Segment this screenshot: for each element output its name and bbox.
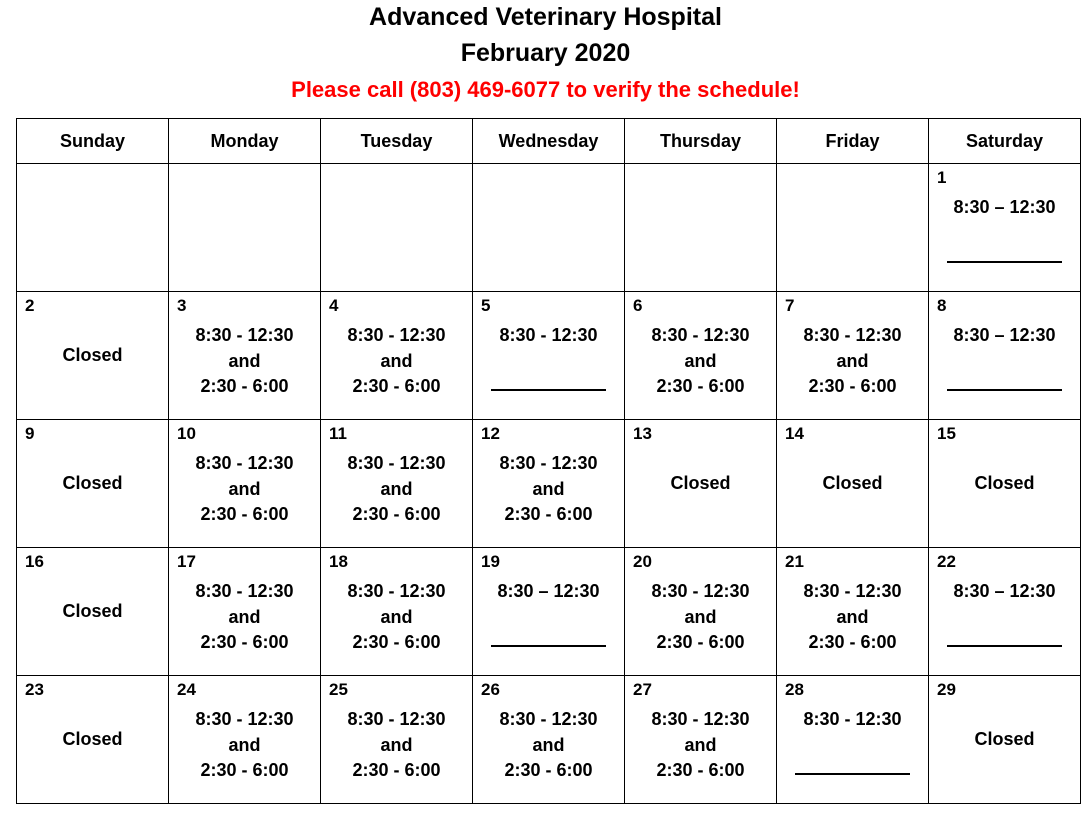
closed-label: Closed xyxy=(62,473,123,493)
blank-underline xyxy=(491,645,606,647)
day-number: 20 xyxy=(633,552,652,571)
day-number: 2 xyxy=(25,296,35,315)
day-cell-6 xyxy=(625,292,777,420)
hours-line: 2:30 - 6:00 xyxy=(352,760,441,780)
hours-line: 8:30 - 12:30 xyxy=(499,709,598,729)
hours-line: 8:30 - 12:30 xyxy=(651,581,750,601)
day-cell-12 xyxy=(473,420,625,548)
day-number: 3 xyxy=(177,296,187,315)
day-cell-29 xyxy=(929,676,1081,804)
hours-block xyxy=(929,323,1080,349)
hours-block xyxy=(169,323,320,400)
day-cell-14 xyxy=(777,420,929,548)
day-cell-27 xyxy=(625,676,777,804)
weekday-header-row xyxy=(17,119,1081,164)
day-number: 27 xyxy=(633,680,652,699)
day-cell-10 xyxy=(169,420,321,548)
day-number: 16 xyxy=(25,552,44,571)
day-cell-2 xyxy=(17,292,169,420)
hours-block xyxy=(625,579,776,656)
day-number: 10 xyxy=(177,424,196,443)
hours-line: 2:30 - 6:00 xyxy=(656,760,745,780)
day-cell-28 xyxy=(777,676,929,804)
day-cell-3 xyxy=(169,292,321,420)
empty-day-cell xyxy=(777,164,929,292)
hours-line: 8:30 - 12:30 xyxy=(347,581,446,601)
closed-label: Closed xyxy=(974,729,1035,749)
hours-connector: and xyxy=(684,606,717,627)
hours-line: 2:30 - 6:00 xyxy=(352,504,441,524)
hours-connector: and xyxy=(532,734,565,755)
hours-line: 8:30 - 12:30 xyxy=(803,325,902,345)
hours-block xyxy=(321,451,472,528)
day-cell-4 xyxy=(321,292,473,420)
hours-line: 8:30 - 12:30 xyxy=(195,325,294,345)
hours-connector: and xyxy=(380,606,413,627)
weekday-header-wednesday: Wednesday xyxy=(473,119,625,164)
day-number: 11 xyxy=(329,424,347,443)
day-cell-15 xyxy=(929,420,1081,548)
hours-block xyxy=(929,195,1080,221)
closed-label: Closed xyxy=(62,345,123,365)
hours-connector: and xyxy=(532,478,565,499)
day-cell-23 xyxy=(17,676,169,804)
hours-line: 2:30 - 6:00 xyxy=(200,760,289,780)
hours-block xyxy=(169,579,320,656)
day-number: 19 xyxy=(481,552,500,571)
hours-block xyxy=(777,707,928,733)
hours-connector: and xyxy=(380,478,413,499)
hours-block xyxy=(625,323,776,400)
hours-line: 8:30 - 12:30 xyxy=(347,453,446,473)
day-cell-18 xyxy=(321,548,473,676)
day-number: 23 xyxy=(25,680,44,699)
hours-line: 8:30 - 12:30 xyxy=(803,581,902,601)
weekday-header-tuesday: Tuesday xyxy=(321,119,473,164)
calendar-week-row xyxy=(17,420,1081,548)
hours-line: 8:30 – 12:30 xyxy=(497,581,600,601)
hours-block xyxy=(169,707,320,784)
hours-line: 8:30 – 12:30 xyxy=(953,197,1056,217)
day-number: 17 xyxy=(177,552,196,571)
blank-underline xyxy=(491,389,606,391)
hours-line: 8:30 - 12:30 xyxy=(347,325,446,345)
hours-connector: and xyxy=(228,478,261,499)
day-number: 29 xyxy=(937,680,956,699)
hours-line: 8:30 - 12:30 xyxy=(195,709,294,729)
day-number: 25 xyxy=(329,680,348,699)
day-number: 8 xyxy=(937,296,947,315)
day-cell-26 xyxy=(473,676,625,804)
hours-line: 8:30 - 12:30 xyxy=(803,709,902,729)
day-number: 14 xyxy=(785,424,804,443)
hours-line: 8:30 – 12:30 xyxy=(953,325,1056,345)
calendar-week-row xyxy=(17,164,1081,292)
day-cell-22 xyxy=(929,548,1081,676)
day-number: 13 xyxy=(633,424,652,443)
weekday-header-sunday: Sunday xyxy=(17,119,169,164)
day-number: 15 xyxy=(937,424,956,443)
day-cell-24 xyxy=(169,676,321,804)
hours-block xyxy=(473,451,624,528)
hours-block xyxy=(321,323,472,400)
day-number: 5 xyxy=(481,296,491,315)
hours-line: 8:30 - 12:30 xyxy=(195,581,294,601)
day-cell-25 xyxy=(321,676,473,804)
calendar-week-row xyxy=(17,548,1081,676)
hours-line: 2:30 - 6:00 xyxy=(200,632,289,652)
hours-connector: and xyxy=(228,350,261,371)
hours-connector: and xyxy=(228,734,261,755)
hospital-title: Advanced Veterinary Hospital xyxy=(369,3,722,31)
hours-block xyxy=(929,579,1080,605)
closed-label: Closed xyxy=(62,729,123,749)
day-number: 18 xyxy=(329,552,348,571)
hours-line: 2:30 - 6:00 xyxy=(504,760,593,780)
month-title: February 2020 xyxy=(460,39,631,67)
day-cell-19 xyxy=(473,548,625,676)
day-number: 9 xyxy=(25,424,35,443)
calendar-table xyxy=(16,118,1081,804)
hours-line: 8:30 - 12:30 xyxy=(651,325,750,345)
day-cell-8 xyxy=(929,292,1081,420)
hours-line: 2:30 - 6:00 xyxy=(200,376,289,396)
hours-block xyxy=(169,451,320,528)
blank-underline xyxy=(947,645,1062,647)
hours-connector: and xyxy=(380,734,413,755)
hours-connector: and xyxy=(836,606,869,627)
day-cell-5 xyxy=(473,292,625,420)
hours-line: 8:30 - 12:30 xyxy=(651,709,750,729)
hours-connector: and xyxy=(228,606,261,627)
hours-block xyxy=(777,579,928,656)
day-number: 1 xyxy=(937,168,947,187)
weekday-header-monday: Monday xyxy=(169,119,321,164)
hours-line: 8:30 - 12:30 xyxy=(347,709,446,729)
hours-block xyxy=(321,707,472,784)
empty-day-cell xyxy=(321,164,473,292)
hours-block xyxy=(473,323,624,349)
calendar-week-row xyxy=(17,676,1081,804)
hours-connector: and xyxy=(684,734,717,755)
hours-line: 8:30 – 12:30 xyxy=(953,581,1056,601)
hours-line: 2:30 - 6:00 xyxy=(200,504,289,524)
hours-connector: and xyxy=(684,350,717,371)
hours-line: 2:30 - 6:00 xyxy=(352,376,441,396)
calendar-body xyxy=(17,164,1081,804)
day-cell-9 xyxy=(17,420,169,548)
hours-block xyxy=(473,707,624,784)
hours-connector: and xyxy=(836,350,869,371)
day-number: 28 xyxy=(785,680,804,699)
day-cell-13 xyxy=(625,420,777,548)
closed-label: Closed xyxy=(974,473,1035,493)
day-cell-21 xyxy=(777,548,929,676)
weekday-header-friday: Friday xyxy=(777,119,929,164)
hours-line: 2:30 - 6:00 xyxy=(808,632,897,652)
hours-connector: and xyxy=(380,350,413,371)
day-cell-17 xyxy=(169,548,321,676)
hours-block xyxy=(321,579,472,656)
calendar-week-row xyxy=(17,292,1081,420)
day-cell-20 xyxy=(625,548,777,676)
day-number: 24 xyxy=(177,680,196,699)
day-number: 4 xyxy=(329,296,339,315)
blank-underline xyxy=(947,261,1062,263)
day-number: 7 xyxy=(785,296,795,315)
hours-line: 2:30 - 6:00 xyxy=(352,632,441,652)
hours-line: 2:30 - 6:00 xyxy=(504,504,593,524)
weekday-header-thursday: Thursday xyxy=(625,119,777,164)
hours-line: 8:30 - 12:30 xyxy=(195,453,294,473)
hours-line: 8:30 - 12:30 xyxy=(499,325,598,345)
empty-day-cell xyxy=(17,164,169,292)
day-cell-1 xyxy=(929,164,1081,292)
day-number: 12 xyxy=(481,424,500,443)
empty-day-cell xyxy=(625,164,777,292)
hours-line: 2:30 - 6:00 xyxy=(808,376,897,396)
day-number: 22 xyxy=(937,552,956,571)
hours-block xyxy=(625,707,776,784)
hours-block xyxy=(777,323,928,400)
hours-line: 8:30 - 12:30 xyxy=(499,453,598,473)
closed-label: Closed xyxy=(670,473,731,493)
hours-line: 2:30 - 6:00 xyxy=(656,376,745,396)
day-number: 6 xyxy=(633,296,643,315)
day-cell-11 xyxy=(321,420,473,548)
hours-line: 2:30 - 6:00 xyxy=(656,632,745,652)
day-number: 21 xyxy=(785,552,804,571)
day-cell-7 xyxy=(777,292,929,420)
closed-label: Closed xyxy=(62,601,123,621)
blank-underline xyxy=(795,773,910,775)
blank-underline xyxy=(947,389,1062,391)
closed-label: Closed xyxy=(822,473,883,493)
weekday-header-saturday: Saturday xyxy=(929,119,1081,164)
day-cell-16 xyxy=(17,548,169,676)
day-number: 26 xyxy=(481,680,500,699)
empty-day-cell xyxy=(473,164,625,292)
hours-block xyxy=(473,579,624,605)
empty-day-cell xyxy=(169,164,321,292)
verify-notice: Please call (803) 469-6077 to verify the schedule! xyxy=(291,77,800,102)
